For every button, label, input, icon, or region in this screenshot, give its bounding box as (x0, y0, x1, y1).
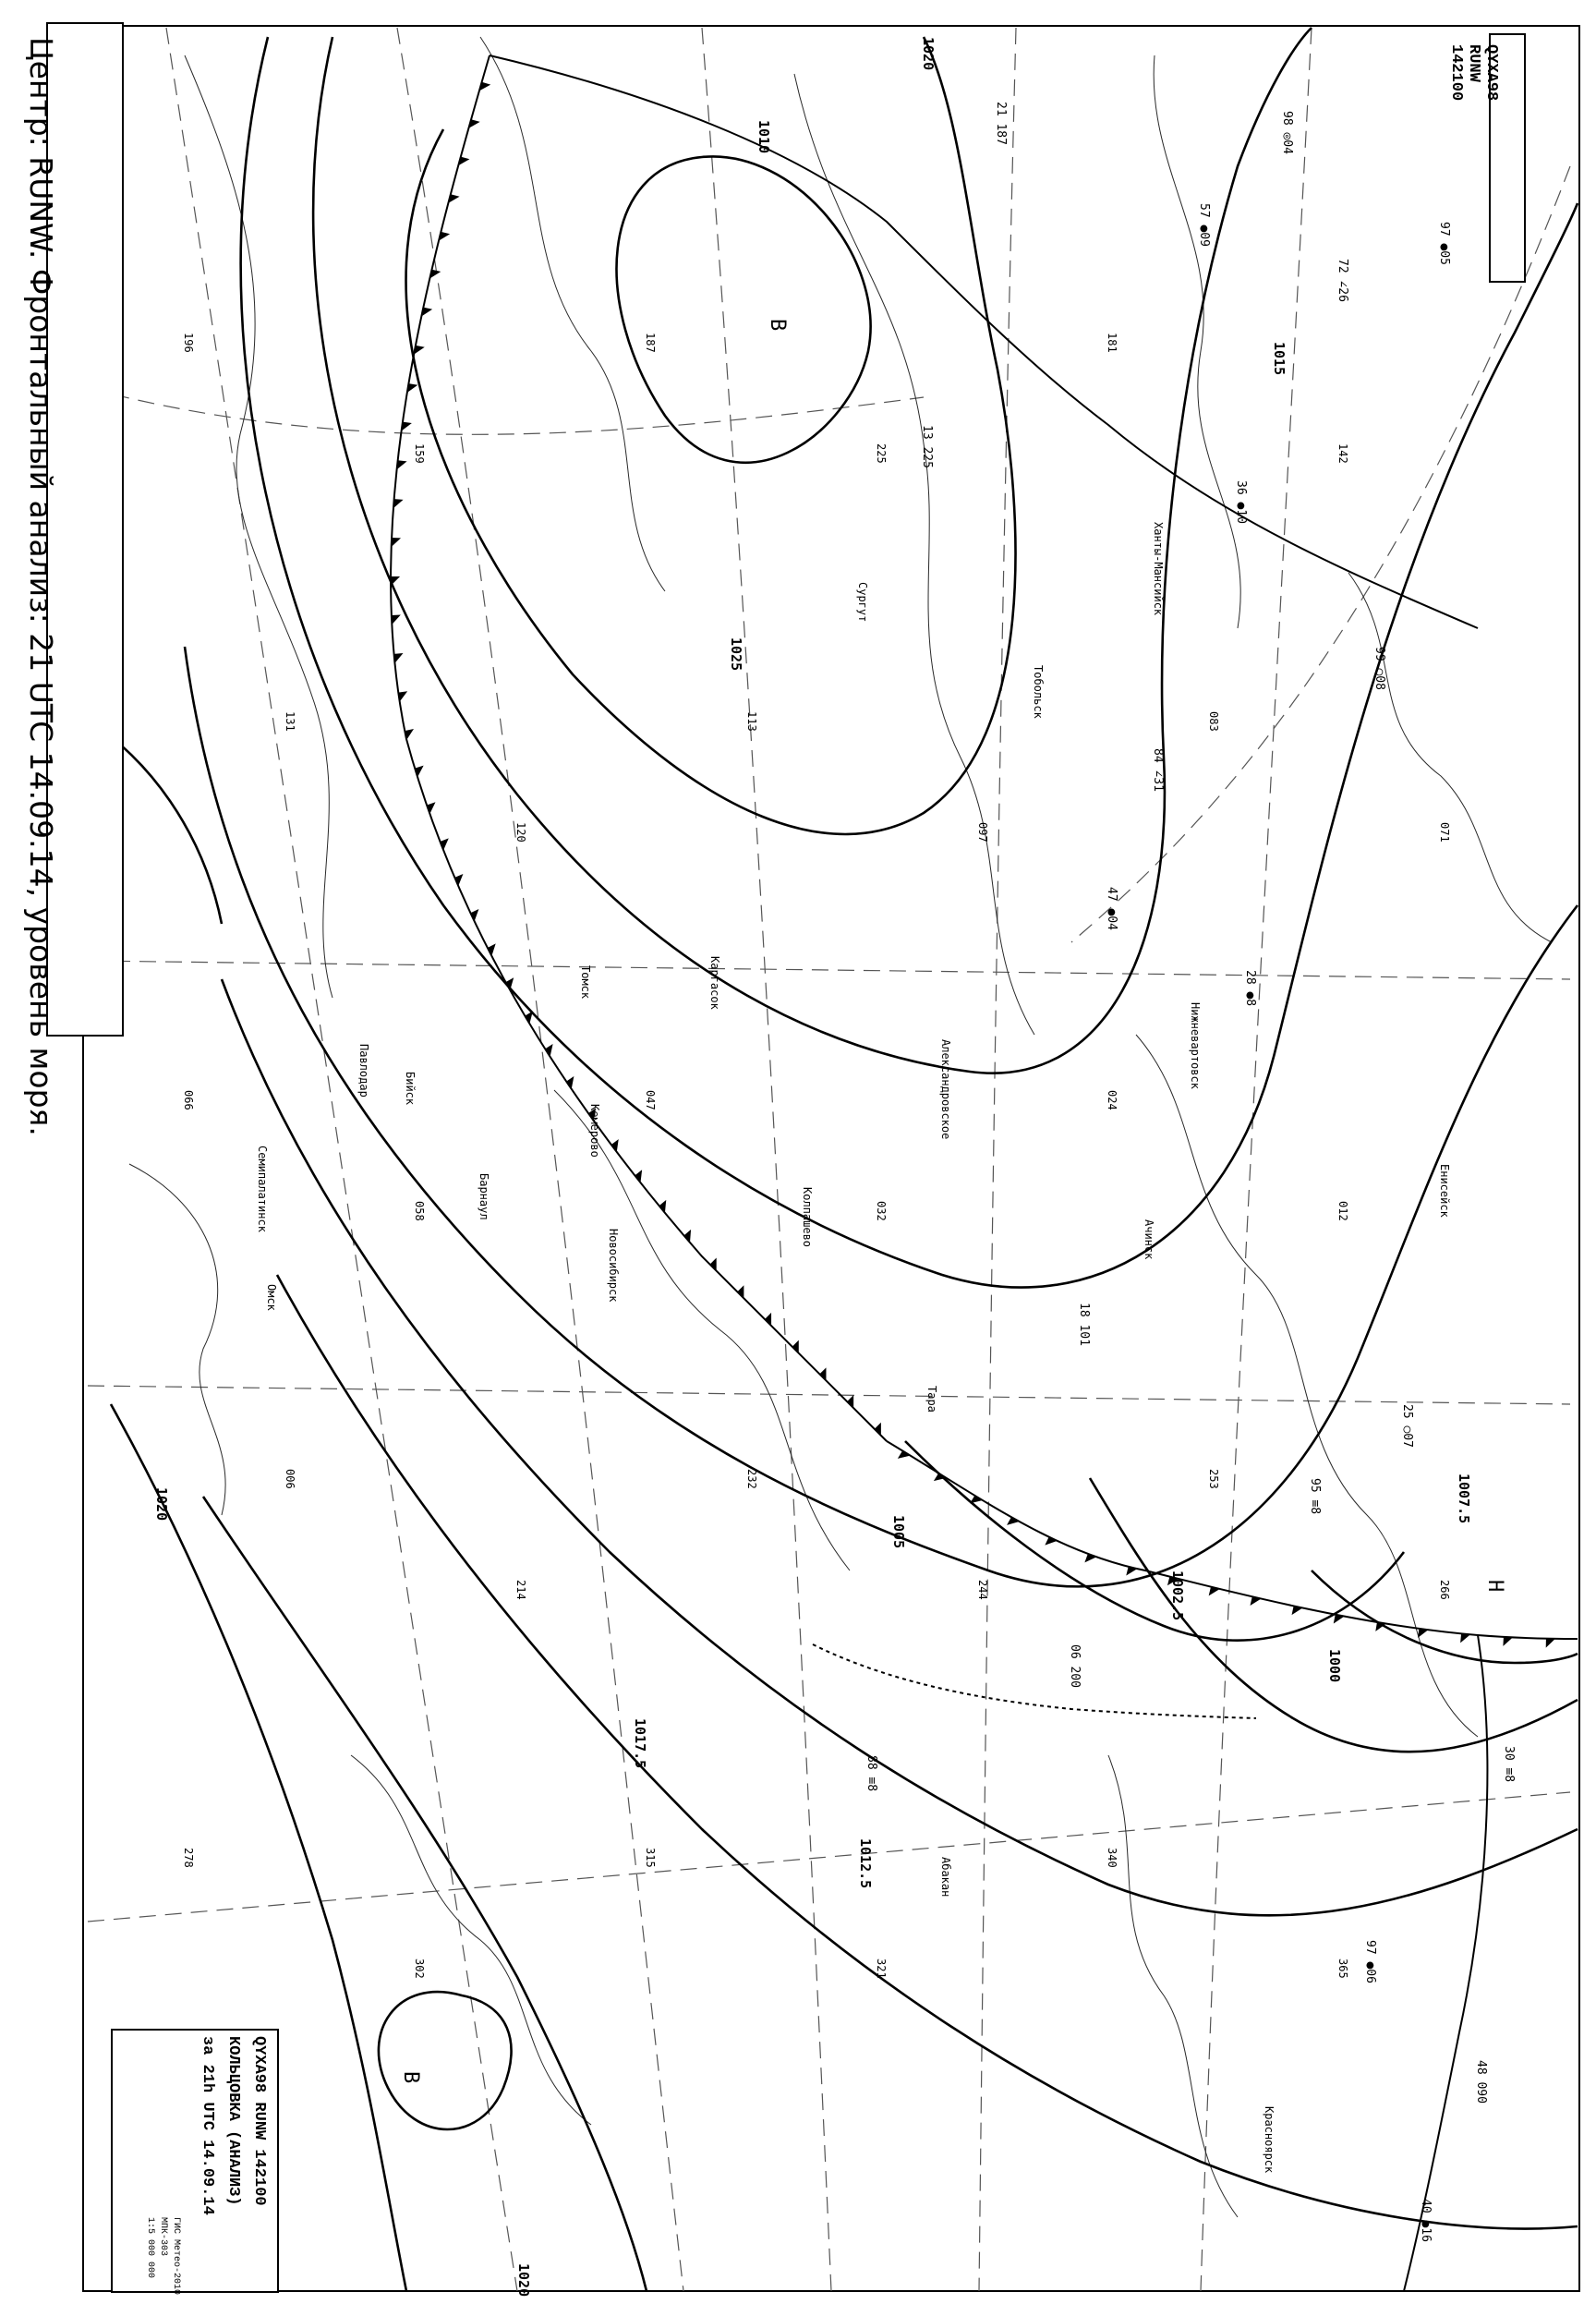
occluded-front (490, 55, 1478, 628)
station-name: Енисейск (1438, 1164, 1451, 1218)
station-pressure-value: 159 (413, 443, 426, 464)
cold-front-triangle (525, 1011, 533, 1024)
coastlines-rivers (129, 37, 1552, 2217)
station-plot: 36 ●10 (1234, 480, 1248, 524)
isobar-value-label: 1017.5 (632, 1718, 648, 1769)
station-name: Каргасок (708, 956, 721, 1010)
fronts (391, 55, 1578, 2291)
isobar-1005 (905, 1441, 1404, 1641)
station-name: Бийск (404, 1072, 417, 1106)
station-name: Александровское (939, 1039, 952, 1140)
front-triangle (1007, 1517, 1020, 1525)
legend-station: КОЛЬЦОВКА (АНАЛИЗ) (224, 2036, 242, 2206)
station-pressure-value: 181 (1106, 333, 1118, 353)
station-pressure-value: 232 (745, 1469, 758, 1489)
isobar-value-label: 1020 (515, 2263, 532, 2298)
station-pressure-value: 113 (745, 711, 758, 732)
pressure-center-label: В (399, 2071, 422, 2084)
front-triangle (1045, 1537, 1057, 1546)
station-plot: 06 200 (1068, 1644, 1082, 1688)
station-plot: 57 ●09 (1197, 203, 1211, 247)
cold-front-triangle (393, 499, 404, 508)
map-title: Центр: RUNW. Фронтальный анализ: 21 UTC 14.09.14, уровень моря. (23, 37, 59, 1136)
isobar-high-b (379, 1992, 512, 2129)
station-plot: 95 ≡8 (1308, 1478, 1322, 1515)
legend-code: QYXA98 RUNW 142100 (250, 2036, 268, 2206)
legend-module: МПК-303 (158, 2217, 168, 2257)
cold-front-triangle (454, 874, 463, 886)
station-name: Тара (925, 1386, 938, 1413)
isobar-value-label: 1025 (728, 637, 744, 672)
station-pressure-value: 131 (284, 711, 296, 732)
cold-front-triangle (414, 346, 425, 355)
front-triangle (970, 1496, 983, 1504)
front-triangle (1418, 1629, 1428, 1638)
station-pressure-value: 006 (284, 1469, 296, 1489)
cold-front-triangle (397, 460, 407, 469)
cold-front-triangle (470, 909, 478, 921)
header-code: QYXA98 RUNW 142100 (1447, 44, 1500, 102)
station-pressure-value: 058 (413, 1201, 426, 1221)
station-pressure-value: 365 (1336, 1958, 1349, 1979)
front-triangle (898, 1450, 911, 1459)
station-name: Барнаул (478, 1173, 490, 1220)
isobar-1012 (185, 647, 1578, 1586)
cold-front-triangle (394, 653, 404, 663)
station-pressure-value: 142 (1336, 443, 1349, 464)
station-name: Нижневартовск (1189, 1002, 1202, 1089)
station-plot: 18 101 (1077, 1303, 1091, 1346)
station-plot: 48 090 (1474, 2060, 1488, 2104)
isobar-value-label: 1020 (920, 37, 937, 71)
front-triangle (1084, 1554, 1096, 1562)
station-name: Томск (579, 965, 592, 1000)
cold-front-triangle (402, 422, 412, 431)
isobar-value-label: 1010 (756, 120, 772, 154)
station-pressure-value: 278 (182, 1848, 195, 1868)
station-name: Кемерово (588, 1104, 601, 1158)
station-pressure-value: 071 (1438, 822, 1451, 843)
isobars (88, 28, 1578, 2291)
isobar-value-label: 1007.5 (1456, 1473, 1472, 1524)
station-plot: 97 ●05 (1437, 222, 1451, 265)
station-pressure-value: 083 (1207, 711, 1220, 732)
station-pressure-value: 315 (644, 1848, 657, 1868)
station-pressure-value: 225 (875, 443, 888, 464)
station-pressure-value: 302 (413, 1958, 426, 1979)
station-pressure-value: 024 (1106, 1090, 1118, 1110)
cold-front-triangle (398, 691, 407, 701)
station-plot: 98 ◎04 (1280, 111, 1294, 154)
station-name: Ачинск (1143, 1219, 1155, 1260)
station-plot: 13 225 (920, 425, 934, 468)
isobar-value-label: 1005 (890, 1515, 907, 1549)
front-triangle (1546, 1639, 1555, 1648)
cold-front-triangle (427, 802, 435, 814)
isobar-1025 (617, 156, 871, 462)
station-pressure-value: 253 (1207, 1469, 1220, 1489)
station-pressure-value: 187 (644, 333, 657, 353)
isobar-value-label: 1015 (1271, 342, 1288, 376)
station-name: Абакан (939, 1857, 952, 1898)
front-triangle (1460, 1633, 1470, 1643)
legend-software: ГИС Метео-2010 (171, 2217, 181, 2296)
cold-front-triangle (392, 615, 401, 625)
station-plot: 84 ∠31 (1151, 748, 1165, 792)
station-pressure-value: 012 (1336, 1201, 1349, 1221)
front-triangles (391, 82, 1555, 1648)
cold-front-triangle (407, 383, 418, 393)
cold-front-triangle (391, 576, 400, 586)
isobar-value-label: 1000 (1326, 1649, 1343, 1683)
station-name: Семипалатинск (256, 1146, 269, 1232)
station-name: Омск (265, 1284, 278, 1311)
cold-front-triangle (488, 943, 496, 955)
station-plot: 72 ∠26 (1336, 259, 1349, 302)
station-name: Красноярск (1263, 2106, 1276, 2174)
station-pressure-value: 066 (182, 1090, 195, 1110)
cold-front-triangle (392, 538, 401, 547)
station-plot: 88 ≡8 (864, 1755, 878, 1792)
map-frame (83, 26, 1579, 2291)
station-plot: 47 ●04 (1105, 887, 1118, 930)
legend-time: за 21h UTC 14.09.14 (199, 2036, 216, 2215)
station-pressure-value: 244 (976, 1580, 989, 1600)
station-pressure-value: 032 (875, 1201, 888, 1221)
isobar-value-label: 1002.5 (1169, 1570, 1186, 1621)
station-plot: 21 187 (994, 102, 1008, 145)
front-triangle (1503, 1637, 1513, 1646)
station-plot: 25 ○07 (1400, 1404, 1414, 1448)
station-name: Новосибирск (607, 1229, 620, 1303)
station-plot: 30 ≡8 (1502, 1746, 1516, 1783)
cold-front-triangle (440, 838, 448, 850)
station-pressure-value: 047 (644, 1090, 657, 1110)
trough-line (813, 1644, 1256, 1718)
station-pressure-value: 097 (976, 822, 989, 843)
isobar-1007 (277, 1275, 1578, 2228)
station-name: Сургут (856, 582, 869, 623)
cold-front-triangle (545, 1044, 552, 1057)
isobar-1010 (222, 979, 1578, 1915)
station-pressure-value: 120 (514, 822, 527, 843)
station-name: Ханты-Мансийск (1152, 522, 1165, 616)
legend-scale: 1:5 000 000 (145, 2217, 155, 2279)
station-plot: 40 ●16 (1419, 2199, 1433, 2242)
cold-front-triangle (505, 977, 514, 990)
station-name: Колпашево (801, 1187, 814, 1248)
isobar-value-label: 1012.5 (857, 1838, 874, 1889)
cold-front-triangle (421, 308, 432, 317)
station-name: Павлодар (357, 1044, 370, 1097)
graticule (88, 28, 1570, 2291)
station-pressure-value: 340 (1106, 1848, 1118, 1868)
station-plot: 28 ●8 (1243, 970, 1257, 1007)
pressure-center-label: В (766, 319, 789, 332)
station-pressure-value: 321 (875, 1958, 888, 1979)
station-plot: 97 ●06 (1363, 1940, 1377, 1983)
station-plot: 99 ○08 (1372, 647, 1386, 690)
front-branch (1404, 1635, 1487, 2291)
station-pressure-value: 196 (182, 333, 195, 353)
isobar-value-label: 1020 (153, 1487, 170, 1522)
station-name: Тобольск (1032, 665, 1045, 719)
pressure-center-label: Н (1483, 1580, 1506, 1593)
station-pressure-value: 214 (514, 1580, 527, 1600)
station-pressure-value: 266 (1438, 1580, 1451, 1600)
